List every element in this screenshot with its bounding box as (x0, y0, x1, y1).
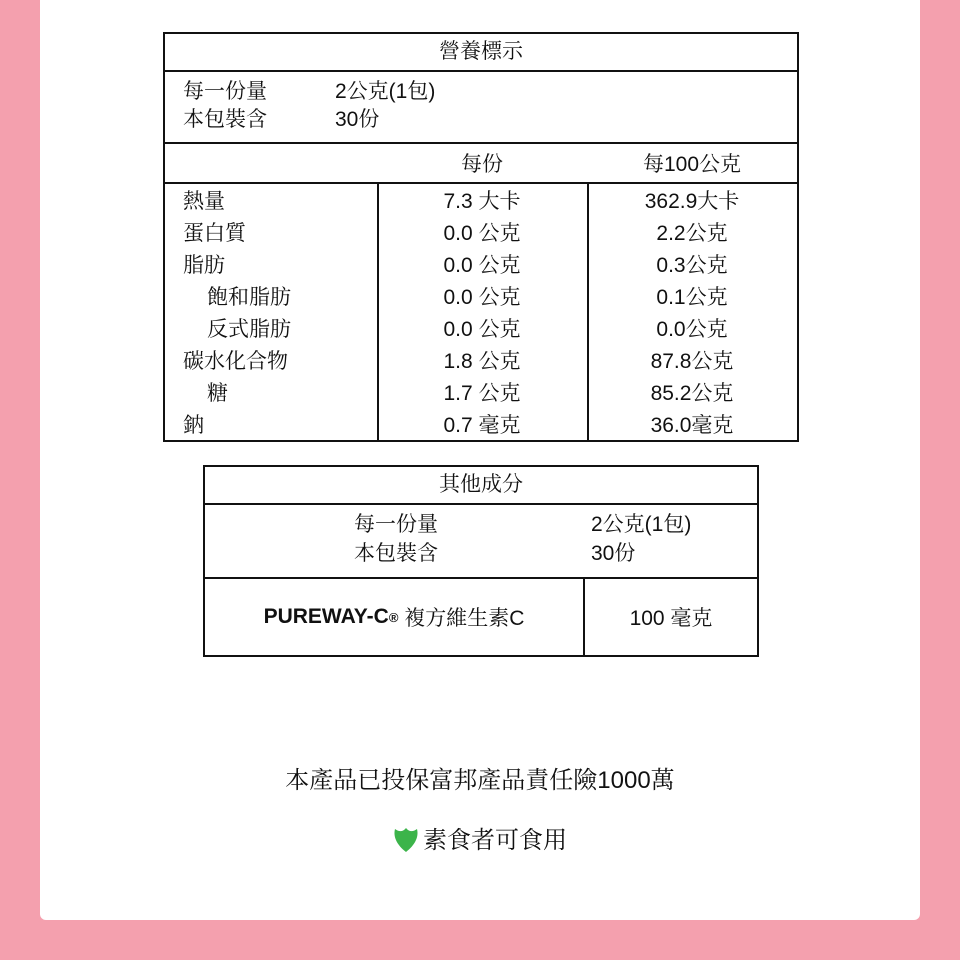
other-servings-per-pack-row (205, 540, 757, 569)
ingredient-row (205, 579, 757, 655)
nutrient-per-serving: 0.0 公克 (443, 253, 521, 277)
nutrient-per-100g: 0.1公克 (656, 285, 728, 309)
other-serving-size-label: 每一份量 (354, 513, 438, 537)
ingredient-amount: 100 毫克 (629, 607, 713, 631)
ingredient-brand: PUREWAY-C (263, 605, 389, 629)
nutrition-serving-block (165, 72, 797, 144)
other-servings-per-pack-value: 30份 (591, 542, 636, 566)
nutrient-per-100g: 0.0公克 (656, 317, 728, 341)
other-serving-size-row (205, 511, 757, 540)
nutrient-name: 蛋白質 (183, 221, 246, 245)
nutrient-name: 脂肪 (183, 253, 225, 277)
table-row (165, 408, 797, 440)
servings-per-pack-value: 30份 (335, 108, 380, 132)
ingredient-name: 複方維生素C (404, 607, 525, 631)
nutrient-name: 熱量 (183, 189, 225, 213)
table-row (165, 184, 797, 216)
vegetarian-note (40, 820, 920, 855)
table-row (165, 280, 797, 312)
nutrient-per-100g: 362.9大卡 (644, 189, 740, 213)
leaf-icon (393, 823, 419, 853)
column-header-per-100g: 每100公克 (642, 152, 742, 176)
other-serving-size-value: 2公克(1包) (591, 513, 692, 537)
nutrient-per-serving: 7.3 大卡 (443, 189, 521, 213)
table-row (165, 312, 797, 344)
other-serving-block (205, 505, 757, 579)
ingredient-name-cell (205, 579, 585, 655)
serving-size-value: 2公克(1包) (335, 80, 436, 104)
table-divider-1 (377, 184, 379, 440)
nutrient-name: 糖 (207, 381, 228, 405)
other-servings-per-pack-label: 本包裝含 (354, 542, 438, 566)
serving-size-label: 每一份量 (183, 80, 267, 104)
page-card (40, 0, 920, 920)
nutrient-per-100g: 85.2公克 (650, 381, 734, 405)
nutrient-per-serving: 1.8 公克 (443, 349, 521, 373)
other-ingredients-table (203, 465, 759, 657)
servings-per-pack-row (183, 106, 797, 134)
other-ingredients-title: 其他成分 (205, 467, 757, 505)
table-divider-2 (587, 184, 589, 440)
nutrition-title: 營養標示 (165, 34, 797, 72)
nutrient-per-serving: 0.0 公克 (443, 285, 521, 309)
nutrient-per-100g: 36.0毫克 (650, 413, 734, 437)
serving-size-row (183, 78, 797, 106)
nutrient-per-serving: 0.0 公克 (443, 317, 521, 341)
insurance-note: 本產品已投保富邦產品責任險1000萬 (285, 767, 675, 794)
column-header-per-serving: 每份 (461, 152, 503, 176)
table-row (165, 248, 797, 280)
nutrient-per-100g: 0.3公克 (656, 253, 728, 277)
servings-per-pack-label: 本包裝含 (183, 108, 267, 132)
nutrient-name: 鈉 (183, 413, 204, 437)
nutrition-facts-table (163, 32, 799, 442)
registered-trademark-icon: ® (388, 609, 399, 625)
table-row (165, 344, 797, 376)
nutrient-per-serving: 0.0 公克 (443, 221, 521, 245)
table-row (165, 216, 797, 248)
nutrient-name: 碳水化合物 (183, 349, 288, 373)
vegetarian-text: 素食者可食用 (423, 827, 567, 854)
table-row (165, 376, 797, 408)
nutrition-column-headers (165, 144, 797, 184)
nutrient-per-serving: 0.7 毫克 (443, 413, 521, 437)
nutrient-name: 飽和脂肪 (207, 285, 291, 309)
nutrient-per-100g: 2.2公克 (656, 221, 728, 245)
nutrient-name: 反式脂肪 (207, 317, 291, 341)
nutrient-per-100g: 87.8公克 (650, 349, 734, 373)
nutrition-rows (165, 184, 797, 440)
nutrient-per-serving: 1.7 公克 (443, 381, 521, 405)
